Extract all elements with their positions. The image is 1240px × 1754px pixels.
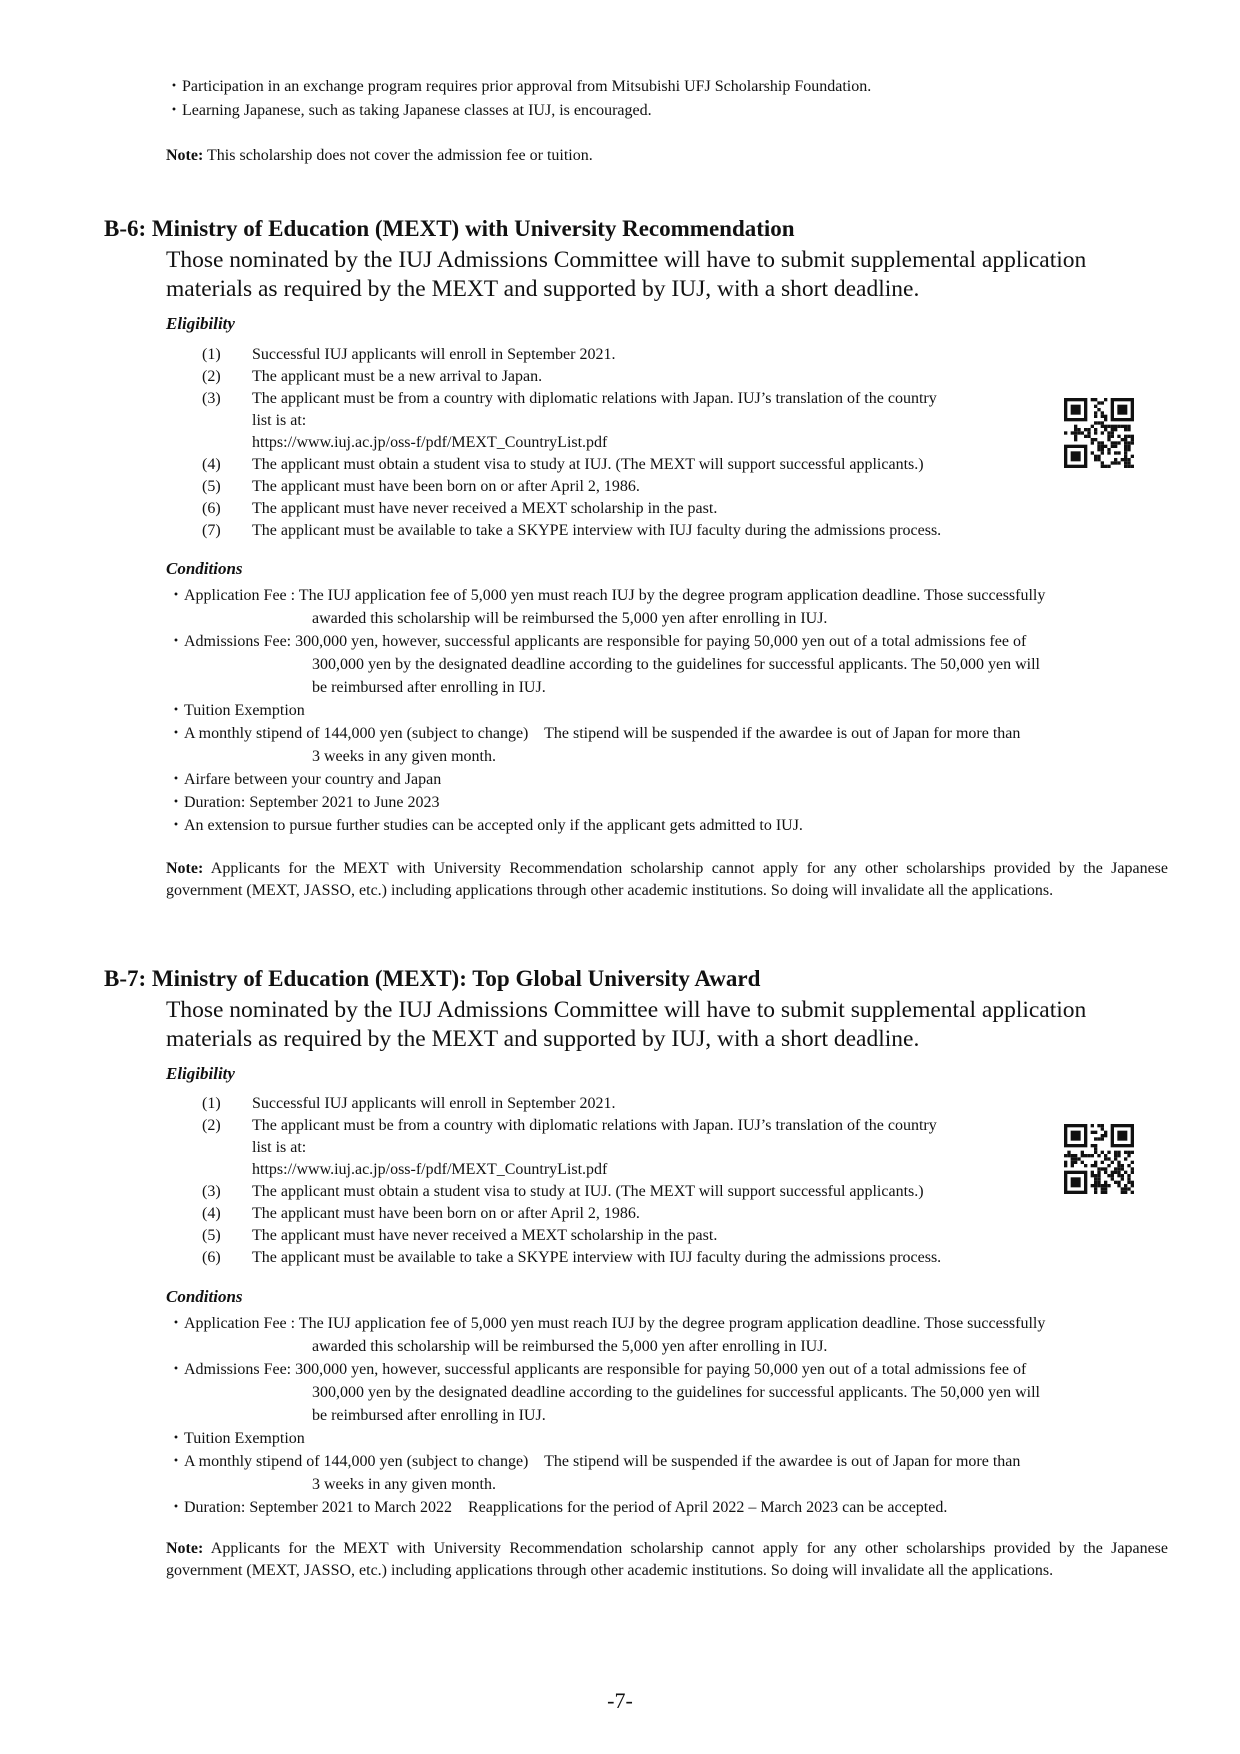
item-line: Successful IUJ applicants will enroll in September 2021.	[252, 346, 616, 363]
top-bullet-list	[166, 76, 871, 124]
eligibility-list-b6	[202, 344, 1082, 542]
eligibility-item	[202, 454, 1082, 476]
item-number: (1)	[202, 1095, 221, 1112]
item-line: Successful IUJ applicants will enroll in September 2021.	[252, 1095, 616, 1112]
condition-line: ・A monthly stipend of 144,000 yen (subject to change) The stipend will be suspended if the awardee is out of Japan for more than	[168, 1453, 1021, 1470]
condition-line: ・A monthly stipend of 144,000 yen (subject to change) The stipend will be suspended if the awardee is out of Japan for more than	[168, 725, 1021, 742]
eligibility-item	[202, 498, 1082, 520]
condition-item	[168, 584, 1168, 630]
item-line: The applicant must be from a country with diplomatic relations with Japan. IUJ’s translation of the country	[252, 390, 937, 407]
condition-item	[168, 630, 1168, 699]
condition-line: ・Duration: September 2021 to March 2022 Reapplications for the period of April 2022 – March 2023 can be accepted.	[168, 1499, 948, 1516]
item-number: (2)	[202, 368, 221, 385]
item-line: The applicant must be from a country with diplomatic relations with Japan. IUJ’s translation of the country	[252, 1117, 937, 1134]
eligibility-item	[202, 1203, 1082, 1225]
item-text	[252, 1203, 1082, 1225]
condition-item	[168, 699, 1168, 722]
condition-item	[168, 722, 1168, 768]
item-text	[252, 366, 1082, 388]
qr-code-icon	[1064, 1124, 1134, 1194]
condition-line: ・An extension to pursue further studies can be accepted only if the applicant gets admitted to IUJ.	[168, 817, 803, 834]
conditions-label: Conditions	[166, 559, 243, 578]
item-line: The applicant must have never received a MEXT scholarship in the past.	[252, 1227, 718, 1244]
eligibility-item	[202, 1115, 1082, 1181]
note-text: Applicants for the MEXT with University Recommendation scholarship cannot apply for any other scholarships provided by the Japanese government (MEXT, JASSO, etc.) including applications through other academic institutions. So doing will invalidate all the applications.	[166, 1540, 1168, 1579]
section-note-b6	[166, 858, 1168, 902]
item-text	[252, 1181, 1082, 1203]
item-line: The applicant must obtain a student visa to study at IUJ. (The MEXT will support successful applicants.)	[252, 456, 924, 473]
item-number: (6)	[202, 1249, 221, 1266]
note-text: This scholarship does not cover the admission fee or tuition.	[203, 147, 593, 164]
condition-line: be reimbursed after enrolling in IUJ.	[312, 1407, 546, 1424]
eligibility-item	[202, 344, 1082, 366]
note-label: Note:	[166, 1540, 204, 1557]
item-line: The applicant must have been born on or after April 2, 1986.	[252, 478, 640, 495]
item-text	[252, 520, 1082, 542]
condition-line: ・Duration: September 2021 to June 2023	[168, 794, 440, 811]
condition-item	[168, 768, 1168, 791]
note-text: Applicants for the MEXT with University Recommendation scholarship cannot apply for any other scholarships provided by the Japanese government (MEXT, JASSO, etc.) including applications through other academic institutions. So doing will invalidate all the applications.	[166, 860, 1168, 899]
item-line: list is at:	[252, 1139, 307, 1156]
item-number: (7)	[202, 522, 221, 539]
note-label: Note:	[166, 860, 204, 877]
eligibility-item	[202, 520, 1082, 542]
conditions-list-b6	[168, 584, 1168, 837]
condition-line: ・Application Fee : The IUJ application fee of 5,000 yen must reach IUJ by the degree program application deadline. Those successfully	[168, 587, 1046, 604]
item-text	[252, 498, 1082, 520]
eligibility-item	[202, 1093, 1082, 1115]
item-line: https://www.iuj.ac.jp/oss-f/pdf/MEXT_CountryList.pdf	[252, 434, 608, 451]
item-number: (5)	[202, 1227, 221, 1244]
eligibility-item	[202, 1247, 1082, 1269]
condition-line: 300,000 yen by the designated deadline according to the guidelines for successful applicants. The 50,000 yen will	[312, 656, 1040, 673]
eligibility-list-b7	[202, 1093, 1082, 1269]
item-line: The applicant must be available to take a SKYPE interview with IUJ faculty during the admissions process.	[252, 522, 942, 539]
section-intro-b7: Those nominated by the IUJ Admissions Committee will have to submit supplemental application materials as required by the MEXT and supported by IUJ, with a short deadline.	[166, 997, 1087, 1052]
eligibility-label: Eligibility	[166, 314, 235, 333]
eligibility-item	[202, 388, 1082, 454]
item-text	[252, 388, 1082, 454]
section-intro-b6: Those nominated by the IUJ Admissions Committee will have to submit supplemental application materials as required by the MEXT and supported by IUJ, with a short deadline.	[166, 247, 1087, 302]
eligibility-label: Eligibility	[166, 1064, 235, 1083]
condition-line: awarded this scholarship will be reimbursed the 5,000 yen after enrolling in IUJ.	[312, 1338, 828, 1355]
condition-item	[168, 1312, 1168, 1358]
section-heading-b7: B-7: Ministry of Education (MEXT): Top Global University Award	[104, 966, 761, 991]
item-text	[252, 454, 1082, 476]
condition-line: ・Admissions Fee: 300,000 yen, however, successful applicants are responsible for paying 50,000 yen out of a total admissions fee of	[168, 1361, 1027, 1378]
item-number: (6)	[202, 500, 221, 517]
list-item: ・Participation in an exchange program requires prior approval from Mitsubishi UFJ Scholarship Foundation.	[166, 78, 872, 95]
item-line: The applicant must have been born on or after April 2, 1986.	[252, 1205, 640, 1222]
condition-line: awarded this scholarship will be reimbursed the 5,000 yen after enrolling in IUJ.	[312, 610, 828, 627]
conditions-label: Conditions	[166, 1287, 243, 1306]
item-text	[252, 344, 1082, 366]
item-text	[252, 1225, 1082, 1247]
item-line: list is at:	[252, 412, 307, 429]
condition-item	[168, 1450, 1168, 1496]
page-number: -7-	[607, 1688, 633, 1713]
section-note-b7	[166, 1538, 1168, 1582]
condition-line: ・Admissions Fee: 300,000 yen, however, successful applicants are responsible for paying 50,000 yen out of a total admissions fee of	[168, 633, 1027, 650]
condition-item	[168, 1496, 1168, 1519]
condition-item	[168, 814, 1168, 837]
item-number: (1)	[202, 346, 221, 363]
item-number: (5)	[202, 478, 221, 495]
item-line: The applicant must have never received a MEXT scholarship in the past.	[252, 500, 718, 517]
list-item: ・Learning Japanese, such as taking Japanese classes at IUJ, is encouraged.	[166, 102, 652, 119]
eligibility-item	[202, 366, 1082, 388]
condition-line: ・Application Fee : The IUJ application fee of 5,000 yen must reach IUJ by the degree program application deadline. Those successfully	[168, 1315, 1046, 1332]
eligibility-item	[202, 476, 1082, 498]
item-number: (3)	[202, 390, 221, 407]
condition-line: 3 weeks in any given month.	[312, 1476, 496, 1493]
condition-line: ・Tuition Exemption	[168, 1430, 305, 1447]
item-number: (2)	[202, 1117, 221, 1134]
condition-line: ・Airfare between your country and Japan	[168, 771, 442, 788]
condition-line: 300,000 yen by the designated deadline according to the guidelines for successful applicants. The 50,000 yen will	[312, 1384, 1040, 1401]
item-line: The applicant must obtain a student visa to study at IUJ. (The MEXT will support successful applicants.)	[252, 1183, 924, 1200]
qr-code-icon	[1064, 398, 1134, 468]
item-text	[252, 1247, 1082, 1269]
item-line: The applicant must be available to take a SKYPE interview with IUJ faculty during the admissions process.	[252, 1249, 942, 1266]
item-text	[252, 1093, 1082, 1115]
item-text	[252, 476, 1082, 498]
item-number: (4)	[202, 456, 221, 473]
eligibility-item	[202, 1225, 1082, 1247]
top-note	[166, 145, 1168, 167]
item-text	[252, 1115, 1082, 1181]
condition-line: be reimbursed after enrolling in IUJ.	[312, 679, 546, 696]
note-label: Note:	[166, 147, 204, 164]
item-number: (4)	[202, 1205, 221, 1222]
condition-item	[168, 1358, 1168, 1427]
section-heading-b6: B-6: Ministry of Education (MEXT) with University Recommendation	[104, 216, 795, 241]
condition-line: ・Tuition Exemption	[168, 702, 305, 719]
eligibility-item	[202, 1181, 1082, 1203]
item-line: The applicant must be a new arrival to Japan.	[252, 368, 543, 385]
conditions-list-b7	[168, 1312, 1168, 1519]
item-line: https://www.iuj.ac.jp/oss-f/pdf/MEXT_CountryList.pdf	[252, 1161, 608, 1178]
item-number: (3)	[202, 1183, 221, 1200]
condition-item	[168, 791, 1168, 814]
condition-line: 3 weeks in any given month.	[312, 748, 496, 765]
condition-item	[168, 1427, 1168, 1450]
